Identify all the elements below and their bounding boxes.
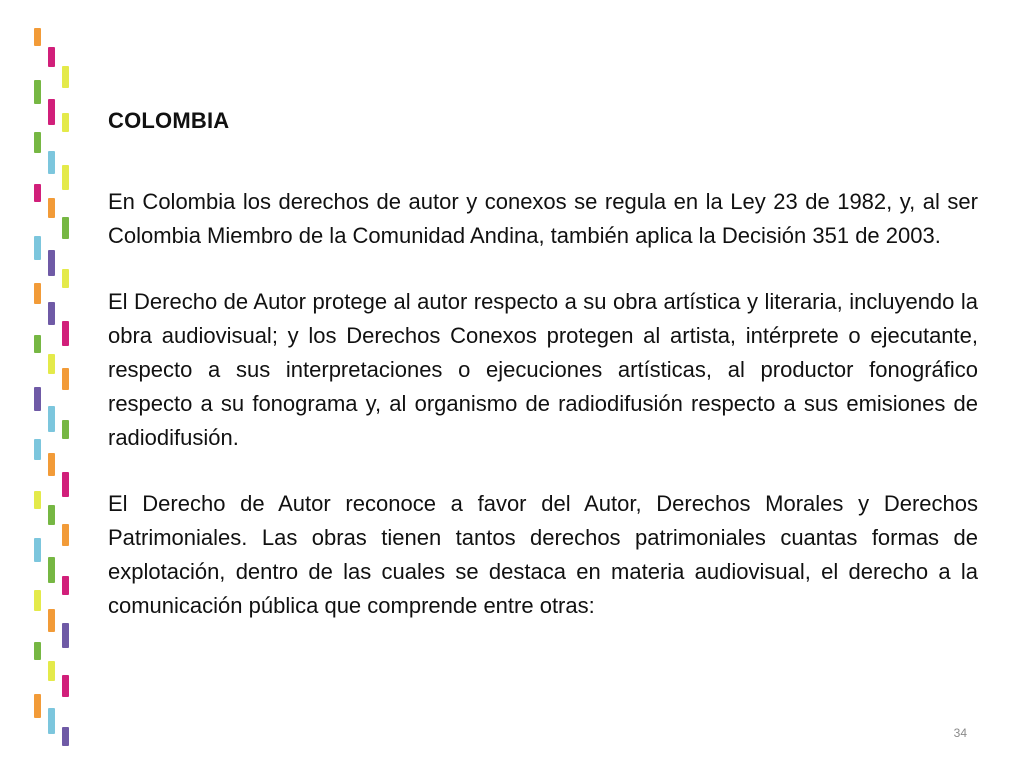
decorative-bar bbox=[34, 236, 41, 260]
slide-body bbox=[108, 185, 978, 655]
decorative-bar bbox=[34, 491, 41, 509]
decorative-bar bbox=[34, 335, 41, 353]
decorative-bar bbox=[62, 675, 69, 697]
decorative-bar bbox=[34, 132, 41, 153]
decorative-bar bbox=[62, 576, 69, 595]
decorative-bar bbox=[34, 184, 41, 202]
decorative-bar bbox=[62, 217, 69, 239]
decorative-bar bbox=[48, 661, 55, 681]
decorative-bar bbox=[48, 708, 55, 734]
decorative-bar bbox=[34, 80, 41, 104]
page-number: 34 bbox=[953, 726, 967, 740]
decorative-bar bbox=[34, 642, 41, 660]
decorative-bar bbox=[48, 99, 55, 125]
decorative-bar bbox=[62, 524, 69, 546]
decorative-bar bbox=[62, 269, 69, 288]
decorative-bar bbox=[62, 66, 69, 88]
decorative-bar bbox=[48, 47, 55, 67]
decorative-bar bbox=[62, 472, 69, 497]
decorative-bar bbox=[34, 590, 41, 611]
decorative-bar bbox=[48, 151, 55, 174]
decorative-bar bbox=[48, 250, 55, 276]
decorative-bar bbox=[34, 538, 41, 562]
decorative-bar bbox=[34, 387, 41, 411]
decorative-bar bbox=[62, 368, 69, 390]
decorative-bar bbox=[48, 198, 55, 218]
decorative-bar bbox=[34, 283, 41, 304]
decorative-bar bbox=[48, 557, 55, 583]
decorative-bar bbox=[62, 420, 69, 439]
decorative-bar bbox=[34, 694, 41, 718]
paragraph-moral-patrimonial-rights: El Derecho de Autor reconoce a favor del Autor, Derechos Morales y Derechos Patrimoniales. Las obras tienen tantos derechos patrimoniales cuantas formas de explotación, dentro de las cuales se destaca en materia audiovisual, el derecho a la comunicación pública que comprende entre otras: bbox=[108, 491, 978, 618]
decorative-bar bbox=[48, 354, 55, 374]
decorative-bar bbox=[34, 28, 41, 46]
slide-title: COLOMBIA bbox=[108, 108, 230, 133]
decorative-bar bbox=[62, 321, 69, 346]
decorative-bar bbox=[48, 302, 55, 325]
decorative-bar bbox=[48, 609, 55, 632]
decorative-bar bbox=[62, 727, 69, 746]
decorative-bar bbox=[48, 406, 55, 432]
decorative-bar bbox=[62, 165, 69, 190]
paragraph-legislation: En Colombia los derechos de autor y conexos se regula en la Ley 23 de 1982, y, al ser Colombia Miembro de la Comunidad Andina, también aplica la Decisión 351 de 2003. bbox=[108, 189, 978, 248]
decorative-bar bbox=[62, 623, 69, 648]
paragraph-rights-protection: El Derecho de Autor protege al autor respecto a su obra artística y literaria, incluyendo la obra audiovisual; y los Derechos Conexos protegen al artista, intérprete o ejecutante, respecto a sus interpretaciones o ejecuciones artísticas, al productor fonográfico respecto a su fonograma y, al organismo de radiodifusión respecto a sus emisiones de radiodifusión. bbox=[108, 289, 978, 450]
decorative-color-strip bbox=[0, 0, 90, 768]
decorative-bar bbox=[48, 453, 55, 476]
decorative-bar bbox=[48, 505, 55, 525]
decorative-bar bbox=[62, 113, 69, 132]
decorative-bar bbox=[34, 439, 41, 460]
